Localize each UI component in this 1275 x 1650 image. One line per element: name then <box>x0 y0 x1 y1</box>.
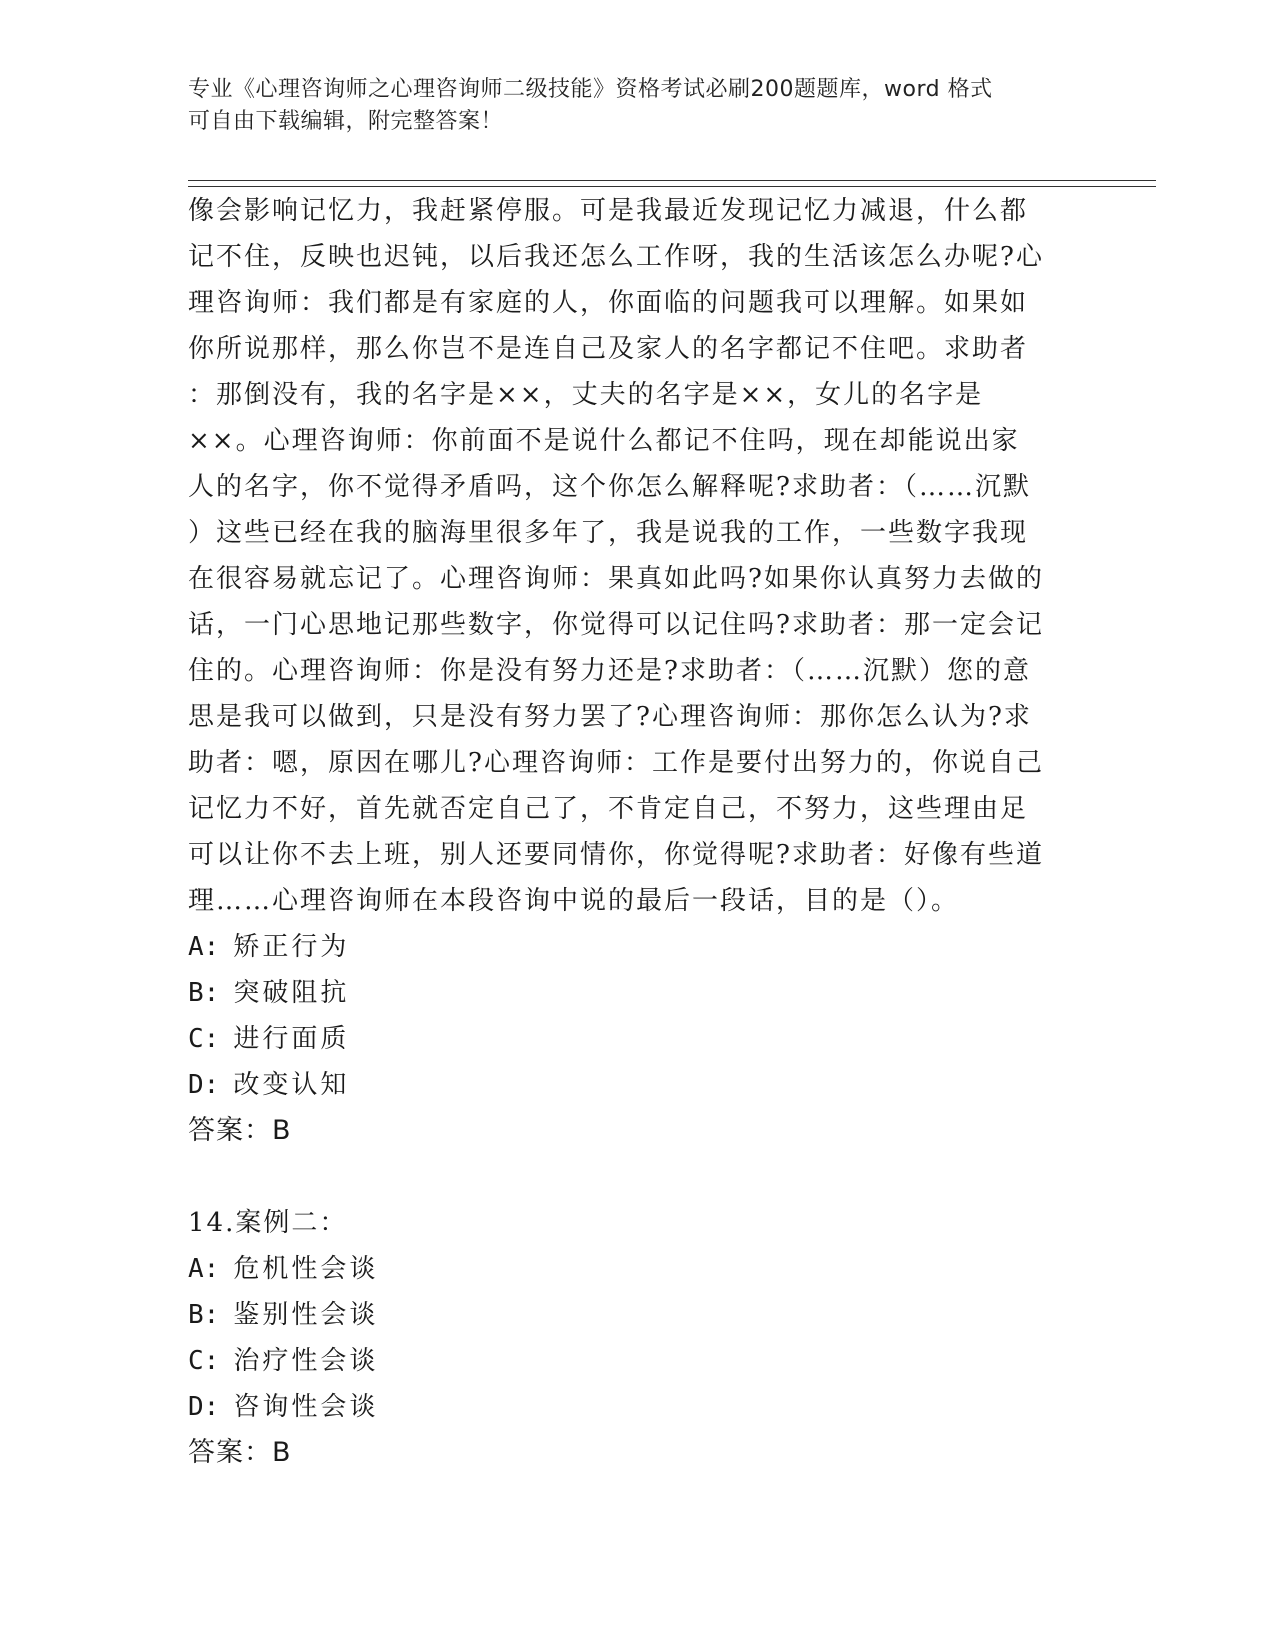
stem-line: 可以让你不去上班，别人还要同情你，你觉得呢?求助者：好像有些道 <box>188 840 1044 870</box>
stem-line: 你所说那样，那么你岂不是连自己及家人的名字都记不住吧。求助者 <box>188 334 1029 364</box>
question-14-title: 14.案例二： <box>188 1208 348 1238</box>
option-letter: D: <box>188 1070 220 1100</box>
option-letter: B: <box>188 1300 220 1330</box>
option-c <box>188 1016 1088 1062</box>
stem-line: 助者：嗯，原因在哪儿?心理咨询师：工作是要付出努力的，你说自己 <box>188 748 1044 778</box>
question-13-answer: 答案：B <box>188 1115 292 1146</box>
option-text: 咨询性会谈 <box>233 1392 379 1422</box>
section-spacer <box>188 1154 1088 1200</box>
option-text: 治疗性会谈 <box>233 1346 379 1376</box>
option-b <box>188 1292 1088 1338</box>
option-a <box>188 1246 1088 1292</box>
stem-line: 思是我可以做到，只是没有努力罢了?心理咨询师：那你怎么认为?求 <box>188 702 1032 732</box>
stem-line: 人的名字，你不觉得矛盾吗，这个你怎么解释呢?求助者：（……沉默 <box>188 472 1031 502</box>
option-d <box>188 1062 1088 1108</box>
header-line-2: 可自由下载编辑，附完整答案！ <box>188 109 504 134</box>
option-text: 鉴别性会谈 <box>233 1300 379 1330</box>
option-a <box>188 924 1088 970</box>
option-b <box>188 970 1088 1016</box>
stem-line: 理……心理咨询师在本段咨询中说的最后一段话，目的是（）。 <box>188 886 960 916</box>
option-c <box>188 1338 1088 1384</box>
option-letter: C: <box>188 1346 220 1376</box>
option-text: 突破阻抗 <box>233 978 350 1008</box>
header-line-1: 专业《心理咨询师之心理咨询师二级技能》资格考试必刷200题题库，word 格式 <box>188 77 993 102</box>
option-letter: C: <box>188 1024 220 1054</box>
option-letter: D: <box>188 1392 220 1422</box>
stem-line: 住的。心理咨询师：你是没有努力还是?求助者：（……沉默）您的意 <box>188 656 1031 686</box>
question-13-stem <box>188 188 1088 924</box>
option-letter: B: <box>188 978 220 1008</box>
option-text: 矫正行为 <box>233 932 350 962</box>
stem-line: 在很容易就忘记了。心理咨询师：果真如此吗?如果你认真努力去做的 <box>188 564 1044 594</box>
stem-line: 话，一门心思地记那些数字，你觉得可以记住吗?求助者：那一定会记 <box>188 610 1044 640</box>
header-rule-top <box>188 180 1156 181</box>
question-14-answer: 答案：B <box>188 1437 292 1468</box>
option-text: 进行面质 <box>233 1024 350 1054</box>
stem-line: 像会影响记忆力，我赶紧停服。可是我最近发现记忆力减退，什么都 <box>188 196 1029 226</box>
stem-line: ）这些已经在我的脑海里很多年了，我是说我的工作，一些数字我现 <box>188 518 1029 548</box>
stem-line: 记忆力不好，首先就否定自己了，不肯定自己，不努力，这些理由足 <box>188 794 1029 824</box>
stem-line: 理咨询师：我们都是有家庭的人，你面临的问题我可以理解。如果如 <box>188 288 1029 318</box>
question-14-options <box>188 1246 1088 1430</box>
document-header <box>188 74 1068 138</box>
stem-line: ：那倒没有，我的名字是××，丈夫的名字是××，女儿的名字是 <box>188 380 984 410</box>
document-body <box>188 188 1088 1476</box>
option-text: 改变认知 <box>233 1070 350 1100</box>
question-13-options <box>188 924 1088 1108</box>
option-d <box>188 1384 1088 1430</box>
header-rule-bottom <box>188 186 1156 187</box>
option-text: 危机性会谈 <box>233 1254 379 1284</box>
option-letter: A: <box>188 932 220 962</box>
option-letter: A: <box>188 1254 220 1284</box>
stem-line: ××。心理咨询师：你前面不是说什么都记不住吗，现在却能说出家 <box>188 426 1020 456</box>
stem-line: 记不住，反映也迟钝，以后我还怎么工作呀，我的生活该怎么办呢?心 <box>188 242 1044 272</box>
